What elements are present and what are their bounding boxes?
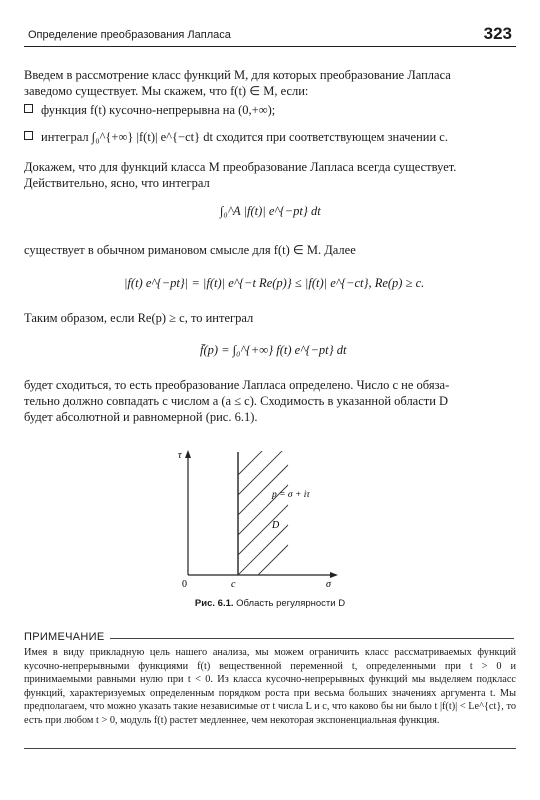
para2-line-1: Докажем, что для функций класса M преобразование Лапласа всегда существует. [24,160,457,174]
caption-text: Область регулярности D [236,598,346,609]
formula-laplace: f̄(p) = ∫₀^{+∞} f(t) e^{−pt} dt [200,343,347,357]
checkbox-bullet-icon [24,104,33,113]
checkbox-bullet-icon [24,131,33,140]
region-hatching [238,446,288,591]
x-axis-label: σ [326,579,331,590]
bullet-item-2 [24,130,448,145]
running-title: Определение преобразования Лапласа [28,29,231,41]
para5-line-1: будет сходиться, то есть преобразование Лапласа определено. Число c не обяза- [24,378,450,392]
note-bottom-divider [24,748,516,749]
note-divider [110,638,514,639]
p-label: p = σ + iτ [272,490,310,500]
c-label: c [231,579,236,590]
y-axis-arrow-icon [185,450,191,458]
x-axis-arrow-icon [330,572,338,578]
para5-line-3: будет абсолютной и равномерной (рис. 6.1). [24,410,258,424]
figure-region-of-regularity [170,446,360,591]
formula-integral-A: ∫₀^A |f(t)| e^{−pt} dt [220,204,321,218]
formula-estimate: |f(t) e^{−pt}| = |f(t)| e^{−t Re(p)} ≤ |f(t)| e^{−ct}, Re(p) ≥ c. [124,276,425,290]
intro-line-1: Введем в рассмотрение класс функций M, для которых преобразование Лапласа [24,68,451,82]
page-header [24,24,516,47]
bullet-text-1: функция f(t) кусочно-непрерывна на (0,+∞); [41,103,276,117]
paragraph-5 [24,377,518,425]
region-label: D [272,520,280,531]
paragraph-3: существует в обычном римановом смысле для f(t) ∈ M. Далее [24,243,356,257]
page-number: 323 [483,24,512,43]
intro-line-2: заведомо существует. Мы скажем, что f(t) ∈ M, если: [24,84,309,98]
y-axis-label: τ [178,450,182,461]
figure-caption [0,598,540,609]
note-text: Имея в виду прикладную цель нашего анализа, мы можем ограничить класс рассматриваемых функций кусочно-непрерывными функциями f(t) вещественной переменной t, определенными при t > 0 и принимаемыми равными нулю при t < 0. Из класса кусочно-непрерывных функций мы выделяем подкласс функций, характеризуемых определенным порядком роста при весьма больших значениях аргумента t. Мы предполагаем, что можно указать такие независимые от t числа L и c, что каково бы ни было t |f(t)| < Le^{ct}, то есть при любом t > 0, модуль f(t) растет медленнее, чем некоторая экспоненциальная функция. [24,647,516,726]
paragraph-4: Таким образом, если Re(p) ≥ c, то интеграл [24,311,254,325]
bullet-item-1 [24,103,275,118]
para5-line-2: тельно должно совпадать с числом a (a ≤ c). Сходимость в указанной области D [24,394,449,408]
paragraph-2 [24,159,518,191]
bullet-text-2: интеграл ∫₀^{+∞} |f(t)| e^{−ct} dt сходится при соответствующем значении c. [41,130,448,144]
intro-paragraph [24,67,518,99]
origin-label: 0 [182,579,187,590]
caption-number: Рис. 6.1. [194,598,234,609]
para2-line-2: Действительно, ясно, что интеграл [24,176,210,190]
note-title: ПРИМЕЧАНИЕ [24,631,105,643]
